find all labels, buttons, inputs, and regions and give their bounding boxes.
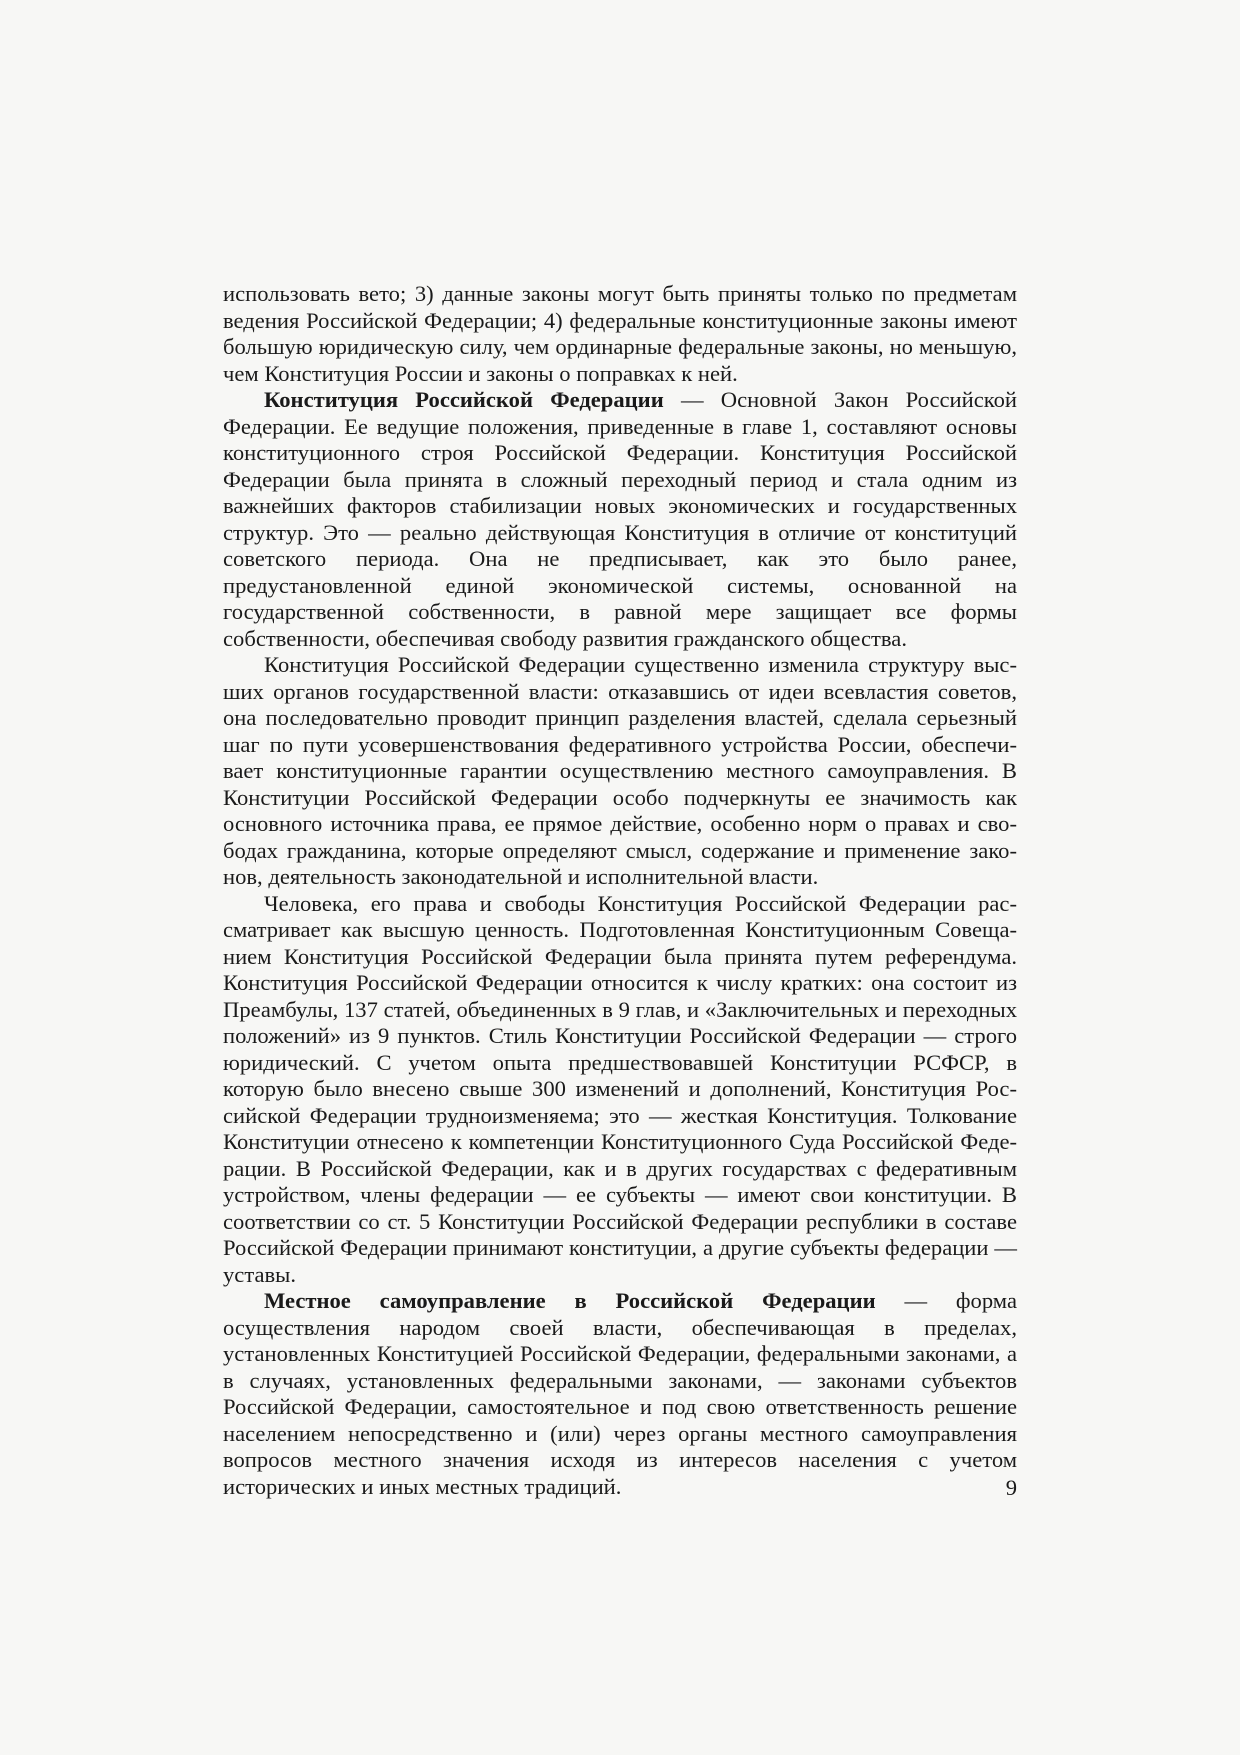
paragraph-constitution-structure — [223, 652, 1017, 891]
page-body — [223, 281, 1017, 1500]
term-heading: Конституция Российской Федерации — [264, 387, 664, 412]
paragraph-text: использовать вето; 3) данные законы могут быть приняты только по предметам ведения Российской Федерации; 4) федеральные конституционные законы имеют большую юридическую силу, чем ординарные федеральные законы, но меньшую, чем Конституция России и законы о поправках к ней. — [223, 281, 1017, 386]
paragraph-text: Конституция Российской Федерации существенно изменила структуру высших органов государственной власти: отказавшись от идеи всевластия советов, она последовательно проводит принцип разделения властей, сделала серьезный шаг по пути усовершенствования федеративного устройства России, обеспечивает конституционные гарантии осуществлению местного самоуправления. В Конституции Российской Федерации особо подчеркнуты ее значимость как основного источника права, ее прямое действие, особенно норм о правах и свободах гражданина, которые определяют смысл, содержание и применение законов, деятельность законодательной и исполнительной власти. — [223, 652, 1017, 889]
paragraph-human-rights — [223, 891, 1017, 1289]
paragraph-constitution-definition — [223, 387, 1017, 652]
term-heading: Местное самоуправление в Российской Федерации — [264, 1288, 876, 1313]
paragraph-text: — Основной Закон Российской Федерации. Ее ведущие положения, приведенные в главе 1, составляют основы конституционного строя Российской Федерации. Конституция Российской Федерации была принята в сложный переходный период и стала одним из важнейших факторов стабилизации новых экономических и государственных структур. Это — реально действующая Конституция в отличие от конституций советского периода. Она не предписывает, как это было ранее, предустановленной единой экономической системы, основанной на государственной собственности, в равной мере защищает все формы собственности, обеспечивая свободу развития гражданского общества. — [223, 387, 1017, 651]
paragraph-local-self-government — [223, 1288, 1017, 1500]
page-number: 9 — [1005, 1475, 1017, 1500]
paragraph-text: — форма осуществления народом своей власти, обеспечивающая в пределах, установленных Конституцией Российской Федерации, федеральными законами, а в случаях, установленных федеральными законами, — законами субъектов Российской Федерации, самостоятельное и под свою ответственность решение населением непосредственно и (или) через органы местного самоуправления вопросов местного значения исходя из интересов населения с учетом исторических и иных местных традиций. — [223, 1288, 1017, 1499]
paragraph-continuation — [223, 281, 1017, 387]
paragraph-text: Человека, его права и свободы Конституция Российской Федерации рассматривает как высшую ценность. Подготовленная Конституционным Совещанием Конституция Российской Федерации была принята путем референдума. Конституция Российской Федерации относится к числу кратких: она состоит из Преамбулы, 137 статей, объединенных в 9 глав, и «Заключительных и переходных положений» из 9 пунктов. Стиль Конституции Российской Федерации — строго юридический. С учетом опыта предшествовавшей Конституции РСФСР, в которую было внесено свыше 300 изменений и дополнений, Конституция Российской Федерации трудноизменяема; это — жесткая Конституция. Толкование Конституции отнесено к компетенции Конституционного Суда Российской Федерации. В Российской Федерации, как и в других государствах с федеративным устройством, члены федерации — ее субъекты — имеют свои конституции. В соответствии со ст. 5 Конституции Российской Федерации республики в составе Российской Федерации принимают конституции, а другие субъекты федерации — уставы. — [223, 890, 1017, 1287]
